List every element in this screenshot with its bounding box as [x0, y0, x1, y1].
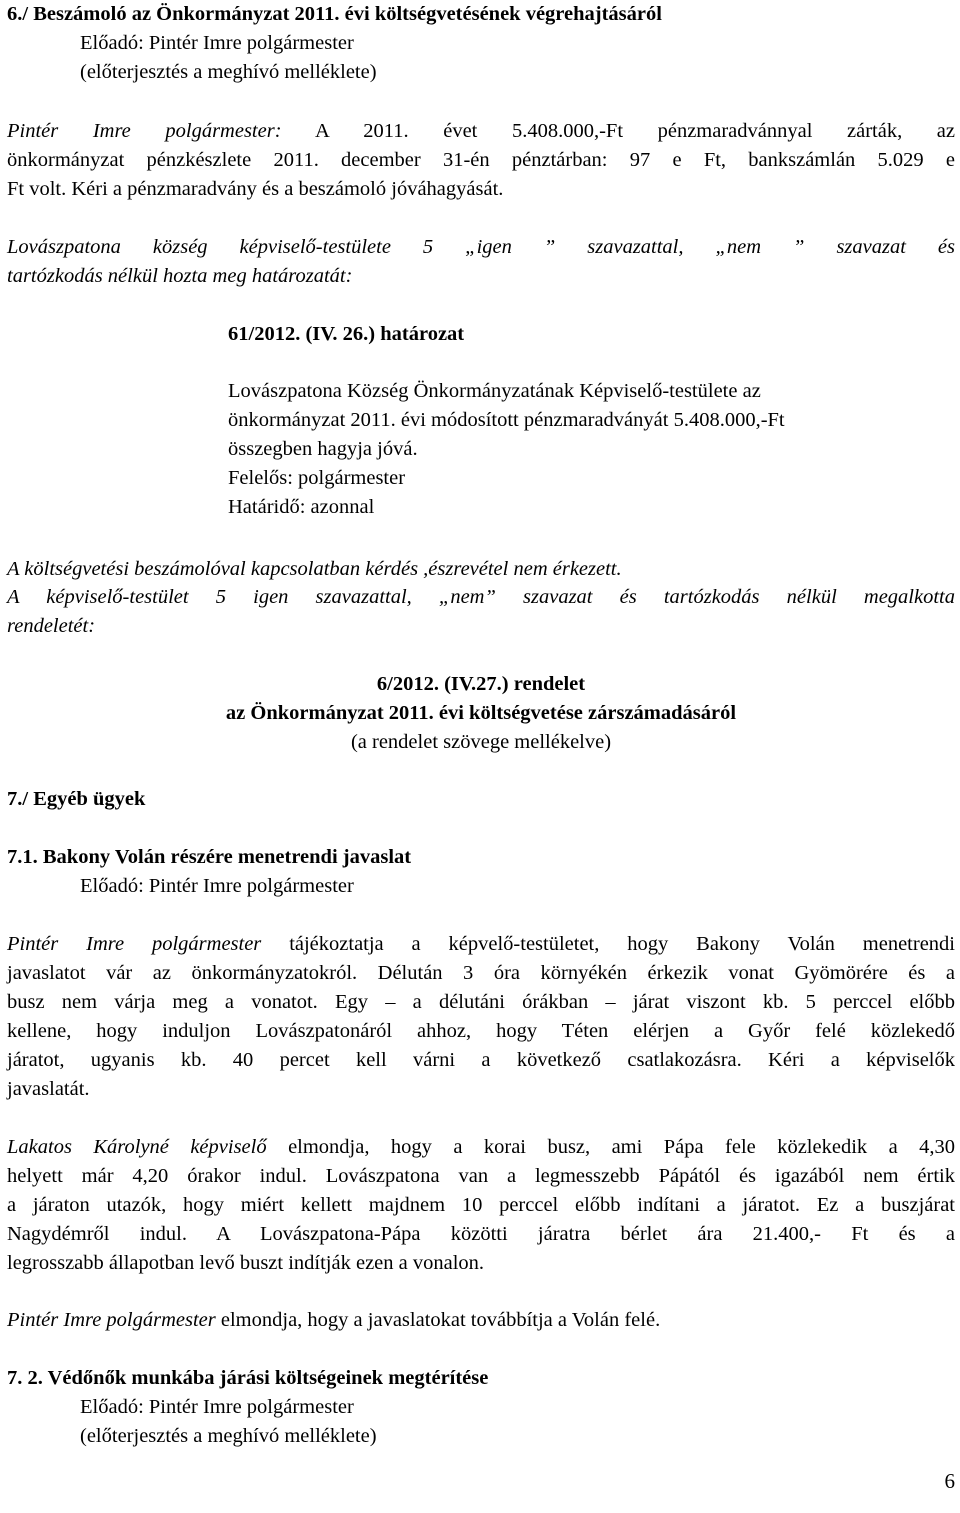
statement-line: legrosszabb állapotban levő buszt indítják ezen a vonalon. — [7, 1252, 485, 1274]
decree-note: (a rendelet szövege mellékelve) — [350, 731, 612, 753]
resolution-line: önkormányzat 2011. évi módosított pénzmaradványát 5.408.000,-Ft — [228, 409, 785, 431]
report-line: A 2011. évet 5.408.000,-Ft pénzmaradvánnyal zárták, az — [315, 120, 955, 142]
section-7-1-heading: 7.1. Bakony Volán részére menetrendi javaslat — [7, 846, 412, 868]
statement-line: busz nem várja meg a vonatot. Egy – a délutáni órákban – járat viszont kb. 5 perccel előbb — [7, 991, 955, 1013]
decree-title: 6/2012. (IV.27.) rendelet — [376, 673, 586, 695]
no-questions-note: A költségvetési beszámolóval kapcsolatban kérdés ,észrevétel nem érkezett. — [7, 558, 622, 580]
decree-subject: az Önkormányzat 2011. évi költségvetése zárszámadásáról — [225, 702, 737, 724]
statement-line: tájékoztatja a képvelő-testületet, hogy Bakony Volán menetrendi — [289, 933, 955, 955]
page-number: 6 — [944, 1469, 955, 1493]
section-6-report — [7, 117, 955, 204]
resolution-line: Lovászpatona Község Önkormányzatának Képviselő-testülete az — [228, 380, 761, 402]
statement-line: kellene, hogy induljon Lovászpatonáról ahhoz, hogy Téten elérjen a Győr felé közlekedő — [7, 1020, 955, 1042]
section-7-1-presenter: Előadó: Pintér Imre polgármester — [80, 875, 354, 897]
vote-line: Lovászpatona község képviselő-testülete 5 „igen ” szavazattal, „nem ” szavazat és — [7, 236, 955, 258]
speaker-name: Lakatos Károlyné képviselő — [7, 1136, 267, 1158]
resolution-line: összegben hagyja jóvá. — [228, 438, 418, 460]
report-line: Ft volt. Kéri a pénzmaradvány és a beszámoló jóváhagyását. — [7, 178, 504, 200]
statement-line: a járaton utazók, hogy miért kellett majdnem 10 perccel előbb indítani a járatot. Ez a buszjárat — [7, 1194, 955, 1216]
statement-line: Nagydémről indul. A Lovászpatona-Pápa közötti járatra bérlet ára 21.400,- Ft és a — [7, 1223, 955, 1245]
statement-line: járatot, ugyanis kb. 40 percet kell várni a következő csatlakozásra. Kéri a képviselők — [7, 1049, 955, 1071]
statement-line: javaslatot vár az önkormányzatokról. Délután 3 óra környékén érkezik vonat Gyömörére és a — [7, 962, 955, 984]
vote-statement-2 — [7, 583, 955, 641]
speaker-name: Pintér Imre polgármester: — [7, 120, 282, 142]
speaker-name: Pintér Imre polgármester — [7, 933, 262, 955]
statement-line: javaslatát. — [7, 1078, 90, 1100]
vote-line: rendeletét: — [7, 615, 96, 637]
section-6-note: (előterjesztés a meghívó melléklete) — [80, 61, 377, 83]
report-line: önkormányzat pénzkészlete 2011. december 31-én pénztárban: 97 e Ft, bankszámlán 5.029 e — [7, 149, 955, 171]
vote-statement — [7, 233, 955, 291]
resolution-responsible: Felelős: polgármester — [228, 467, 406, 489]
section-7-heading: 7./ Egyéb ügyek — [7, 788, 146, 810]
resolution-body — [228, 377, 948, 522]
speaker-name: Pintér Imre polgármester — [7, 1309, 216, 1331]
section-7-2-presenter: Előadó: Pintér Imre polgármester — [80, 1396, 354, 1418]
vote-line: tartózkodás nélkül hozta meg határozatát: — [7, 265, 353, 287]
section-6-heading: 6./ Beszámoló az Önkormányzat 2011. évi költségvetésének végrehajtásáról — [7, 3, 662, 25]
resolution-deadline: Határidő: azonnal — [228, 496, 375, 518]
section-7-2-heading: 7. 2. Védőnők munkába járási költségeinek megtérítése — [7, 1367, 489, 1389]
resolution-title: 61/2012. (IV. 26.) határozat — [228, 323, 465, 345]
vote-line: A képviselő-testület 5 igen szavazattal, „nem” szavazat és tartózkodás nélkül megalkotta — [7, 586, 955, 608]
statement-line: elmondja, hogy a javaslatokat továbbítja a Volán felé. — [220, 1309, 661, 1331]
statement-line: helyett már 4,20 órakor indul. Lovászpatona van a legmesszebb Pápától és igazából nem értik — [7, 1165, 955, 1187]
statement-line: elmondja, hogy a korai busz, ami Pápa fele közlekedik a 4,30 — [288, 1136, 956, 1158]
mayor-statement — [7, 930, 955, 1104]
mayor-closing-statement — [7, 1306, 955, 1335]
section-6-presenter: Előadó: Pintér Imre polgármester — [80, 32, 354, 54]
representative-statement — [7, 1133, 955, 1278]
section-7-2-note: (előterjesztés a meghívó melléklete) — [80, 1425, 377, 1447]
decree-block — [7, 670, 955, 757]
